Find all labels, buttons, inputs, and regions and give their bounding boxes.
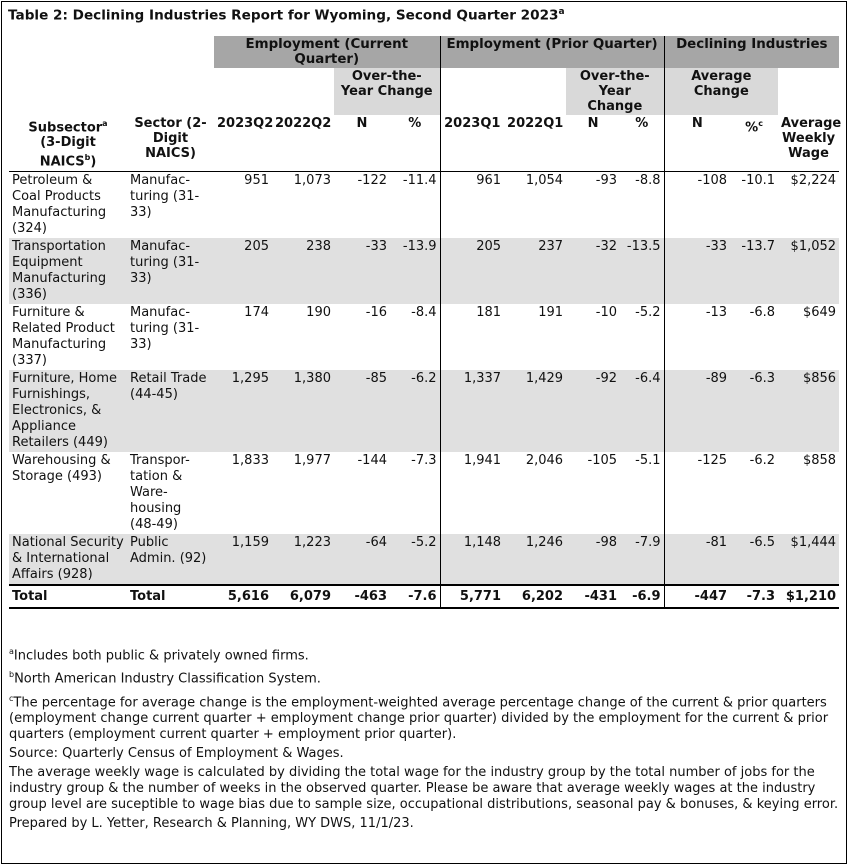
subgroup-current-oty: Over-the-Year Change [334,68,440,115]
group-current-quarter: Employment (Current Quarter) [214,36,440,68]
cell-cpct: -5.2 [390,534,440,585]
cell-cpct: -7.3 [411,452,437,468]
cell-pn: -32 [566,238,620,304]
cell-an: -108 [664,171,730,238]
total-sector: Total [127,585,214,608]
cell-ppct: -7.9 [620,534,664,585]
cell-c2022q2: 190 [306,304,331,320]
cell-cn: -122 [357,172,387,188]
cell-subsector: Petroleum & Coal Products Manufacturing (324) [12,172,107,236]
total-current-n: -463 [334,585,390,608]
cell-apct: -13.7 [730,238,778,304]
cell-p2022q1: 237 [504,238,566,304]
cell-cn: -144 [357,452,387,468]
table-row [9,534,839,585]
cell-cn: -33 [334,238,390,304]
cell-c2023q2: 174 [244,304,269,320]
declining-industries-table [9,36,842,609]
cell-ppct: -5.2 [635,304,661,320]
total-2022q2: 6,079 [272,585,334,608]
footnotes [9,644,839,835]
cell-c2022q2: 1,977 [293,452,331,468]
cell-sector: Manufac-turing (31-33) [130,172,200,220]
total-prior-n: -431 [566,585,620,608]
cell-ppct: -6.4 [620,370,664,452]
cell-p2022q1: 1,054 [525,172,564,188]
cell-p2022q1: 1,246 [504,534,566,585]
col-prior-n: N [566,115,620,171]
cell-apct: -6.8 [749,304,776,320]
table-row [9,452,839,534]
cell-subsector: Warehousing & Storage (493) [12,452,111,484]
wage-note: The average weekly wage is calculated by dividing the total wage for the industry group by the total number of jobs for the industry group & the number of weeks in the observed quarter. Please be aware that average weekly wages at the industry group level are suceptible to wage bias due to sample size, occupational distributions, seasonal pay & bonuses, & keying error. [9,764,839,812]
cell-p2023q1: 1,337 [440,370,504,452]
col-avg-weekly-wage: Average Weekly Wage [778,115,839,171]
table-row [9,370,839,452]
col-subsector: Subsector$^a$ (3-Digit NAICS$^b$) [9,115,127,171]
subgroup-average-change: Average Change [664,68,778,115]
cell-p2023q1: 961 [440,171,504,238]
cell-pn: -105 [587,452,618,468]
footnote-a: $^a$Includes both public & privately owned firms. [9,647,309,664]
cell-pn: -98 [566,534,620,585]
total-prior-pct: -6.9 [620,585,664,608]
table-row [9,304,839,370]
cell-pn: -92 [566,370,620,452]
col-2023q2: 2023Q2 [214,115,272,171]
cell-c2023q2: 205 [214,238,272,304]
cell-ppct: -8.8 [635,172,661,188]
col-2023q1: 2023Q1 [440,115,504,171]
total-2023q2: 5,616 [214,585,272,608]
cell-apct: -10.1 [741,172,776,188]
total-2022q1: 6,202 [504,585,566,608]
cell-cn: -16 [365,304,387,320]
total-subsector: Total [9,585,127,608]
total-avg-wage: $1,210 [778,585,839,608]
cell-wage: $1,444 [778,534,839,585]
cell-c2023q2: 1,159 [214,534,272,585]
cell-sector: Manufac-turing (31-33) [130,304,200,352]
cell-subsector: National Security & International Affairs (928) [9,534,127,585]
prepared-by: Prepared by L. Yetter, Research & Planning, WY DWS, 11/1/23. [9,815,414,831]
cell-pn: -10 [595,304,618,320]
col-sector: Sector (2-Digit NAICS) [127,115,214,171]
cell-cpct: -13.9 [390,238,440,304]
cell-wage: $649 [802,304,837,320]
col-prior-pct: % [620,115,664,171]
cell-subsector: Transportation Equipment Manufacturing (336) [9,238,127,304]
cell-p2023q1: 1,941 [440,452,504,534]
total-2023q1: 5,771 [440,585,504,608]
cell-cpct: -6.2 [390,370,440,452]
table-row [9,238,839,304]
cell-p2022q1: 191 [538,304,564,320]
subgroup-prior-oty: Over-the-Year Change [566,68,664,115]
group-declining-industries: Declining Industries [664,36,839,68]
cell-apct: -6.5 [730,534,778,585]
col-2022q2: 2022Q2 [272,115,334,171]
cell-wage: $856 [778,370,839,452]
col-current-n: N [334,115,390,171]
cell-pn: -93 [595,172,618,188]
cell-apct: -6.3 [730,370,778,452]
cell-c2022q2: 1,380 [272,370,334,452]
col-avg-pct: %$^c$ [730,115,778,171]
col-avg-n: N [664,115,730,171]
cell-an: -125 [664,452,730,534]
table-row [9,171,839,238]
cell-sector: Manufac-turing (31-33) [127,238,214,304]
subgroup-header-row [9,68,839,115]
cell-c2022q2: 1,073 [293,172,331,188]
cell-cn: -85 [334,370,390,452]
footnote-c: $^c$The percentage for average change is the employment-weighted average percentage change of the current & prior quarters (employment change current quarter + employment change prior quarter) divided by the employment for the current & prior quarters (employment current quarter + employment prior quarter). [9,693,829,742]
cell-wage: $858 [802,452,837,468]
total-avg-pct: -7.3 [730,585,778,608]
cell-an: -81 [664,534,730,585]
cell-an: -89 [664,370,730,452]
col-current-pct: % [390,115,440,171]
total-avg-n: -447 [664,585,730,608]
cell-cn: -64 [334,534,390,585]
cell-subsector: Furniture, Home Furnishings, Electronics, & Appliance Retailers (449) [9,370,127,452]
footnote-b: $^b$North American Industry Classification System. [9,670,321,687]
source-note: Source: Quarterly Census of Employment & Wages. [9,745,344,761]
cell-c2022q2: 1,223 [272,534,334,585]
cell-p2023q1: 1,148 [440,534,504,585]
cell-subsector: Furniture & Related Product Manufacturing (337) [12,304,115,368]
total-row [9,585,839,608]
cell-sector: Public Admin. (92) [127,534,214,585]
cell-p2022q1: 1,429 [504,370,566,452]
total-current-pct: -7.6 [390,585,440,608]
cell-p2022q1: 2,046 [525,452,564,468]
col-2022q1: 2022Q1 [504,115,566,171]
column-header-row [9,115,839,171]
cell-p2023q1: 181 [440,304,504,370]
cell-cpct: -11.4 [402,172,437,188]
group-header-row [9,36,839,68]
cell-ppct: -5.1 [635,452,661,468]
cell-an: -33 [664,238,730,304]
cell-c2022q2: 238 [272,238,334,304]
cell-wage: $1,052 [778,238,839,304]
cell-apct: -6.2 [749,452,776,468]
cell-wage: $2,224 [790,172,837,188]
group-prior-quarter: Employment (Prior Quarter) [440,36,664,68]
cell-sector: Retail Trade (44-45) [127,370,214,452]
cell-sector: Transpor-tation & Ware-housing (48-49) [130,452,190,532]
cell-c2023q2: 1,295 [214,370,272,452]
cell-cpct: -8.4 [411,304,437,320]
cell-an: -13 [664,304,730,370]
table-title: Table 2: Declining Industries Report for Wyoming, Second Quarter 2023$^a$ [8,7,565,24]
cell-c2023q2: 951 [244,172,269,188]
cell-c2023q2: 1,833 [231,452,269,468]
cell-ppct: -13.5 [620,238,664,304]
cell-p2023q1: 205 [440,238,504,304]
